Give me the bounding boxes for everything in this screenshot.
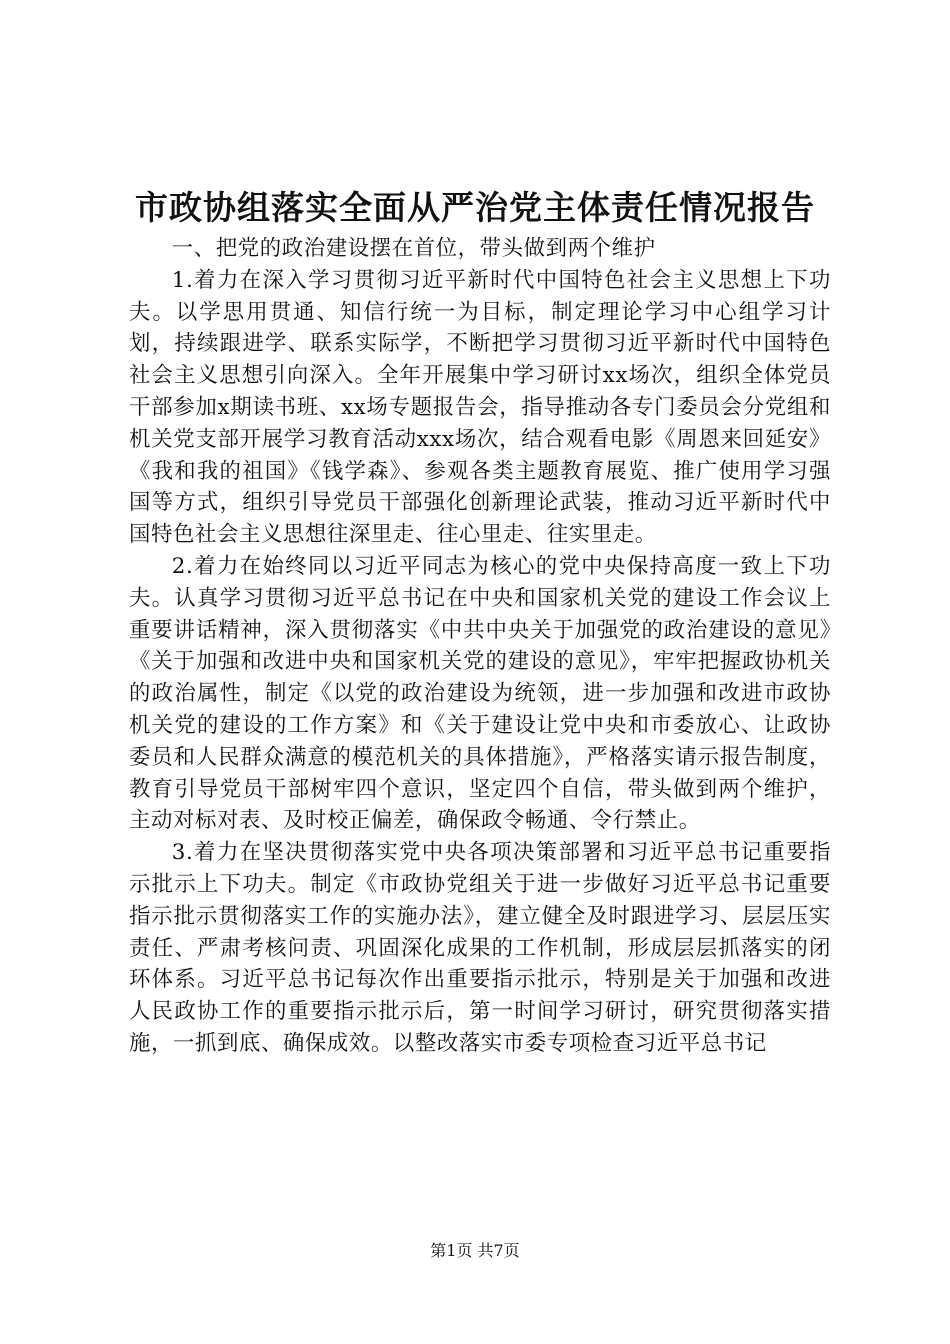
section-heading: 一、把党的政治建设摆在首位，带头做到两个维护 [171, 236, 656, 261]
paragraph-2: 2.着力在始终同以习近平同志为核心的党中央保持高度一致上下功夫。认真学习贯彻习近平总书记在中央和国家机关党的建设工作会议上重要讲话精神，深入贯彻落实《中共中央关于加强党的政治建设的意见》《关于加强和改进中央和国家机关党的建设的意见》，牢牢把握政协机关的政治属性，制定《以党的政治建设为统领，进一步加强和改进市政协机关党的建设的工作方案》和《关于建设让党中央和市委放心、让政协委员和人民群众满意的模范机关的具体措施》，严格落实请示报告制度，教育引导党员干部树牢四个意识，坚定四个自信，带头做到两个维护，主动对标对表、及时校正偏差，确保政令畅通、令行禁止。 [129, 553, 831, 834]
page-footer: 第1页 共7页 [430, 1241, 520, 1260]
paragraph-3: 3.着力在坚决贯彻落实党中央各项决策部署和习近平总书记重要指示批示上下功夫。制定《市政协党组关于进一步做好习近平总书记重要指示批示贯彻落实工作的实施办法》，建立健全及时跟进学习、层层压实责任、严肃考核问责、巩固深化成果的工作机制，形成层层抓落实的闭环体系。习近平总书记每次作出重要指示批示，特别是关于加强和改进人民政协工作的重要指示批示后，第一时间学习研讨，研究贯彻落实措施，一抓到底、确保成效。以整改落实市委专项检查习近平总书记 [129, 840, 831, 1056]
document-body [129, 233, 831, 1060]
paragraph-1: 1.着力在深入学习贯彻习近平新时代中国特色社会主义思想上下功夫。以学思用贯通、知信行统一为目标，制定理论学习中心组学习计划，持续跟进学、联系实际学，不断把学习贯彻习近平新时代中国特色社会主义思想引向深入。全年开展集中学习研讨xx场次，组织全体党员干部参加x期读书班、xx场专题报告会，指导推动各专门委员会分党组和机关党支部开展学习教育活动xxx场次，结合观看电影《周恩来回延安》《我和我的祖国》《钱学森》、参观各类主题教育展览、推广使用学习强国等方式，组织引导党员干部强化创新理论武装，推动习近平新时代中国特色社会主义思想往深里走、往心里走、往实里走。 [129, 267, 831, 548]
document-title: 市政协组落实全面从严治党主体责任情况报告 [135, 188, 815, 227]
